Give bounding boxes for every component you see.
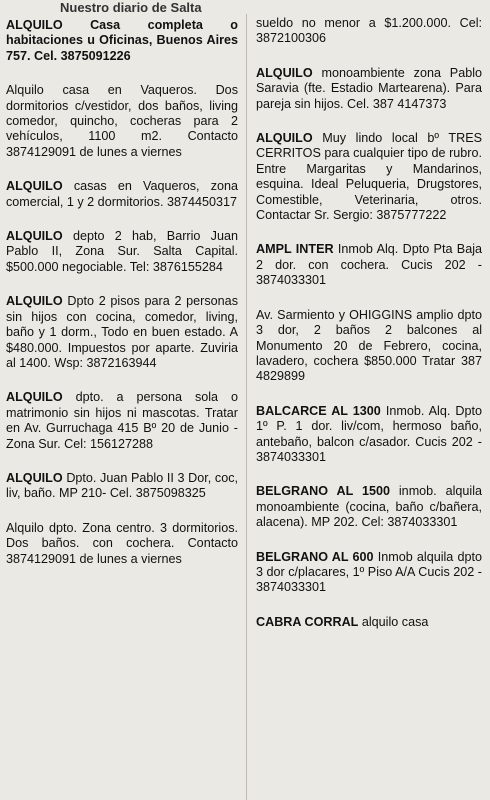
classified-ad [256, 16, 482, 47]
ad-keyword: AMPL INTER [256, 242, 334, 257]
ad-body: dpto. a persona sola o matrimonio sin hijos ni mascotas. Tratar en Av. Gurruchaga 415 Bº 20 de Junio - Zona Sur. Cel: 156127288 [6, 390, 238, 451]
ad-keyword: CABRA CORRAL [256, 614, 359, 629]
ad-keyword: ALQUILO [6, 229, 63, 244]
classified-ad [6, 471, 238, 502]
ad-body: monoambiente zona Pablo Saravia (fte. Estadio Martearena). Para pareja sin hijos. Cel. 387 4147373 [256, 65, 482, 111]
classified-ad [6, 390, 238, 452]
classified-ad [6, 83, 238, 160]
ad-body: Av. Sarmiento y OHIGGINS amplio dpto 3 dor, 2 baños 2 balcones al Monumento 20 de Febrero, cocina, lavadero, cochera $850.000 Tratar 387 4829899 [256, 307, 482, 384]
ad-body: alquilo casa [358, 614, 429, 629]
classified-ad [256, 242, 482, 288]
classified-ad [256, 131, 482, 223]
ad-body: Dpto. Juan Pablo II 3 Dor, coc, liv, baño. MP 210- Cel. 3875098325 [6, 470, 238, 501]
ad-keyword: BELGRANO AL 600 [256, 549, 374, 564]
classified-ad [256, 484, 482, 530]
ad-body: sueldo no menor a $1.200.000. Cel: 3872100306 [256, 16, 482, 46]
ad-keyword: ALQUILO [6, 179, 63, 194]
column-divider [246, 14, 247, 800]
ad-body: Inmob. Alq. Dpto 1º P. 1 dor. liv/com, hermoso baño, antebaño, balcon c/asador. Cucis 202 - 3874033301 [256, 403, 482, 464]
right-column [256, 16, 482, 649]
ad-keyword: BELGRANO AL 1500 [256, 484, 390, 499]
classified-ad [6, 294, 238, 371]
classified-ad [6, 18, 238, 64]
ad-body: casas en Vaqueros, zona comercial, 1 y 2 dormitorios. 3874450317 [6, 179, 238, 209]
ad-body: depto 2 hab, Barrio Juan Pablo II, Zona Sur. Salta Capital. $500.000 negociable. Tel: 3876155284 [6, 229, 238, 274]
page-header: Nuestro diario de Salta [60, 0, 202, 15]
ad-body: Alquilo casa en Vaqueros. Dos dormitorios c/vestidor, dos baños, living comedor, quincho, cocheras para 2 vehículos, 1100 m2. Contacto 3874129091 de lunes a viernes [6, 83, 238, 159]
classified-ad [256, 308, 482, 385]
classified-ad [6, 521, 238, 567]
ad-body: Muy lindo local bº TRES CERRITOS para cualquier tipo de rubro. Entre Margaritas y Mandarinos, esquina. Ideal Peluqueria, Drugstores, Comestible, Veterinaria, otros. Contactar Sr. Sergio: 3875777222 [256, 131, 482, 223]
ad-keyword: BALCARCE AL 1300 [256, 403, 381, 418]
ad-body: Casa completa o habitaciones u Oficinas, Buenos Aires 757. Cel. 3875091226 [6, 18, 238, 63]
left-column [6, 18, 238, 586]
classified-ad [256, 615, 482, 630]
ad-keyword: ALQUILO [256, 131, 313, 146]
classified-ad [256, 550, 482, 596]
ad-keyword: ALQUILO [6, 470, 63, 485]
classified-ad [6, 179, 238, 210]
ad-body: Alquilo dpto. Zona centro. 3 dormitorios. Dos baños. con cochera. Contacto 3874129091 de lunes a viernes [6, 520, 238, 566]
ad-keyword: ALQUILO [6, 390, 63, 405]
ad-body: Inmob Alq. Dpto Pta Baja 2 dor. con cochera. Cucis 202 - 3874033301 [256, 242, 482, 288]
ad-body: inmob. alquila monoambiente (cocina, baño c/bañera, alacena). MP 202. Cel: 3874033301 [256, 484, 482, 530]
classified-ad [6, 229, 238, 275]
ad-body: Dpto 2 pisos para 2 personas sin hijos con cocina, comedor, living, baño y 1 dorm., Todo en buen estado. A $480.000. Impuestos por aparte. Zuviria al 1400. Wsp: 3872163944 [6, 294, 238, 370]
ad-keyword: ALQUILO [6, 294, 63, 309]
ad-keyword: ALQUILO [256, 65, 313, 80]
classified-ad [256, 66, 482, 112]
ad-body: Inmob alquila dpto 3 dor c/placares, 1º Piso A/A Cucis 202 - 3874033301 [256, 549, 482, 595]
classified-ad [256, 404, 482, 466]
ad-keyword: ALQUILO [6, 18, 63, 32]
